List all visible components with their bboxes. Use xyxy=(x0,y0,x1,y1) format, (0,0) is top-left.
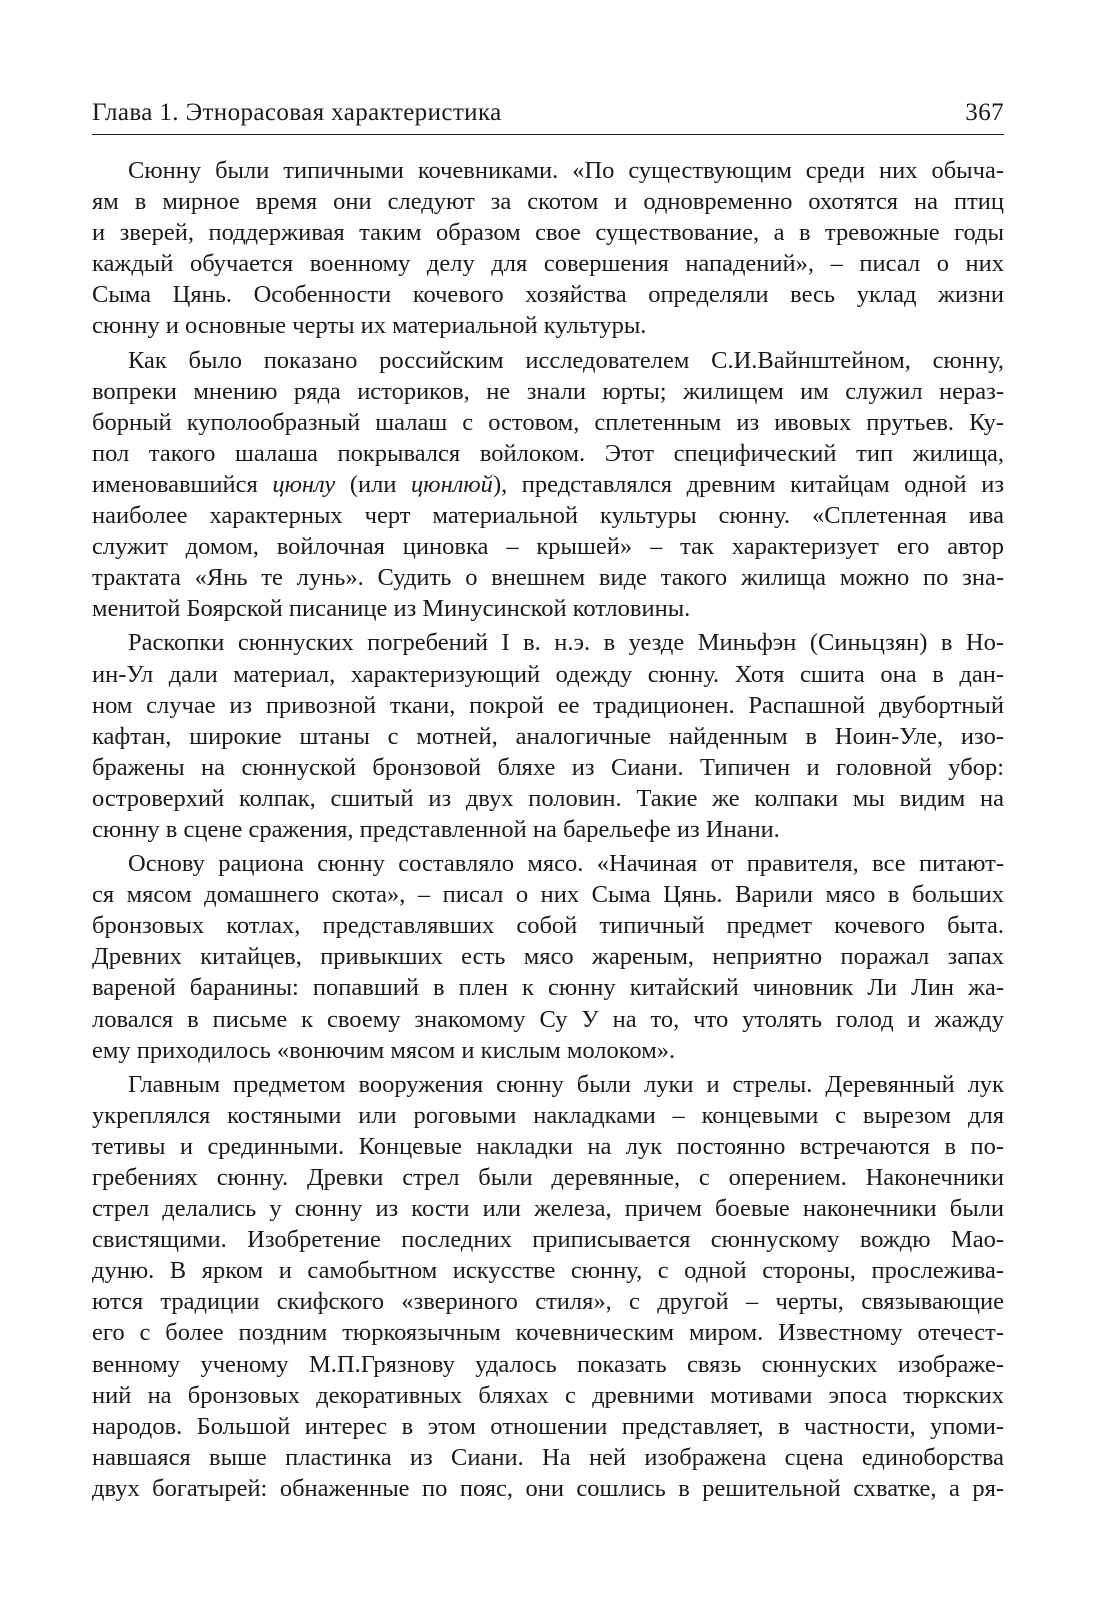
body-text xyxy=(92,155,1004,1504)
text-line: гребениях сюнну. Древки стрел были деревянные, с оперением. Наконечники xyxy=(92,1164,1004,1191)
text-line: борный куполообразный шалаш с остовом, сплетенным из ивовых прутьев. Ку- xyxy=(92,408,1004,436)
text-line: ловался в письме к своему знакомому Су У на то, что утолять голод и жажду xyxy=(92,1005,1004,1033)
paragraph-4 xyxy=(92,848,1004,1066)
paragraph-3 xyxy=(92,627,1004,845)
text-line: бронзовых котлах, представлявших собой типичный предмет кочевого быта. xyxy=(92,912,1004,940)
italic-term: цюнлюй xyxy=(411,470,493,498)
text-line: островерхий колпак, сшитый из двух половин. Такие же колпаки мы видим на xyxy=(92,784,1004,812)
chapter-title: Глава 1. Этнорасовая характеристика xyxy=(92,99,502,126)
text-line: Основу рациона сюнну составляло мясо. «Начиная от правителя, все питают- xyxy=(128,850,1004,878)
text-line: вопреки мнению ряда историков, не знали юрты; жилищем им служил нераз- xyxy=(92,377,1004,405)
text-line: Сыма Цянь. Особенности кочевого хозяйства определяли весь уклад жизни xyxy=(92,281,1004,309)
text-line: народов. Большой интерес в этом отношении представляет, в частности, упоми- xyxy=(92,1412,1004,1440)
text-line: ям в мирное время они следуют за скотом и одновременно охотятся на птиц xyxy=(92,188,1004,216)
text-line: служит домом, войлочная циновка – крышей» – так характеризует его автор xyxy=(92,533,1004,561)
page xyxy=(92,96,1004,1504)
text-line: бражены на сюннуской бронзовой бляхе из Сиани. Типичен и головной убор: xyxy=(92,753,1004,781)
text-line: ном случае из привозной ткани, покрой ее традиционен. Распашной двубортный xyxy=(92,691,1004,719)
text-line: кафтан, широкие штаны с мотней, аналогичные найденным в Ноин-Уле, изо- xyxy=(92,722,1004,750)
text-line: тетивы и срединными. Концевые накладки на лук постоянно встречаются в по- xyxy=(92,1132,1004,1160)
text-line: Древних китайцев, привыкших есть мясо жареным, неприятно поражал запах xyxy=(92,943,1004,971)
text-line: вареной баранины: попавший в плен к сюнну китайский чиновник Ли Лин жа- xyxy=(92,974,1004,1002)
text-line: венному ученому М.П.Грязнову удалось показать связь сюннуских изображе- xyxy=(92,1350,1004,1378)
text-line: двух богатырей: обнаженные по пояс, они сошлись в решительной схватке, а ря- xyxy=(92,1474,1004,1502)
text-line: его с более поздним тюркоязычным кочевническим миром. Известному отечест- xyxy=(92,1319,1004,1347)
text-line: ин-Ул дали материал, характеризующий одежду сюнну. Хотя сшита она в дан- xyxy=(92,660,1004,688)
text-line-with-italic-terms xyxy=(92,469,1004,500)
paragraph-1 xyxy=(92,155,1004,342)
text-line: ются традиции скифского «звериного стиля», с другой – черты, связывающие xyxy=(92,1288,1004,1316)
text-line: Раскопки сюннуских погребений I в. н.э. в уезде Миньфэн (Синьцзян) в Но- xyxy=(128,629,1004,657)
paragraph-5 xyxy=(92,1069,1004,1504)
text-line: навшаяся выше пластинка из Сиани. На ней изображена сцена единоборства xyxy=(92,1443,1004,1471)
text-line: свистящими. Изобретение последних приписывается сюннускому вождю Мао- xyxy=(92,1226,1004,1254)
page-number: 367 xyxy=(965,99,1004,126)
text-segment: (или xyxy=(335,470,412,498)
running-header xyxy=(92,96,1004,135)
text-line: пол такого шалаша покрывался войлоком. Этот специфический тип жилища, xyxy=(92,439,1004,467)
text-line: трактата «Янь те лунь». Судить о внешнем виде такого жилища можно по зна- xyxy=(92,564,1004,592)
text-line: каждый обучается военному делу для совершения нападений», – писал о них xyxy=(92,250,1004,278)
text-line: ний на бронзовых декоративных бляхах с древними мотивами эпоса тюркских xyxy=(92,1381,1004,1409)
text-line: сюнну и основные черты их материальной культуры. xyxy=(92,312,647,340)
text-line: и зверей, поддерживая таким образом свое существование, а в тревожные годы xyxy=(92,219,1004,247)
italic-term: цюнлу xyxy=(272,470,336,498)
text-line: Главным предметом вооружения сюнну были луки и стрелы. Деревянный лук xyxy=(128,1070,1004,1098)
text-line: менитой Боярской писанице из Минусинской котловины. xyxy=(92,595,691,623)
paragraph-2 xyxy=(92,345,1004,625)
text-line: наиболее характерных черт материальной культуры сюнну. «Сплетенная ива xyxy=(92,502,1004,530)
text-segment: ), представлялся древним китайцам одной из xyxy=(492,470,1004,498)
text-line: Сюнну были типичными кочевниками. «По существующим среди них обыча- xyxy=(128,157,1004,184)
text-line: ему приходилось «вонючим мясом и кислым молоком». xyxy=(92,1036,676,1064)
text-line: сюнну в сцене сражения, представленной на барельефе из Инани. xyxy=(92,815,780,843)
text-segment: именовавшийся xyxy=(92,470,273,498)
text-line: Как было показано российским исследователем С.И.Вайнштейном, сюнну, xyxy=(128,346,1004,374)
text-line: дуню. В ярком и самобытном искусстве сюнну, с одной стороны, прослежива- xyxy=(92,1257,1004,1285)
text-line: ся мясом домашнего скота», – писал о них Сыма Цянь. Варили мясо в больших xyxy=(92,881,1004,909)
text-line: стрел делались у сюнну из кости или железа, причем боевые наконечники были xyxy=(92,1195,1004,1223)
text-line: укреплялся костяными или роговыми накладками – концевыми с вырезом для xyxy=(92,1101,1004,1129)
